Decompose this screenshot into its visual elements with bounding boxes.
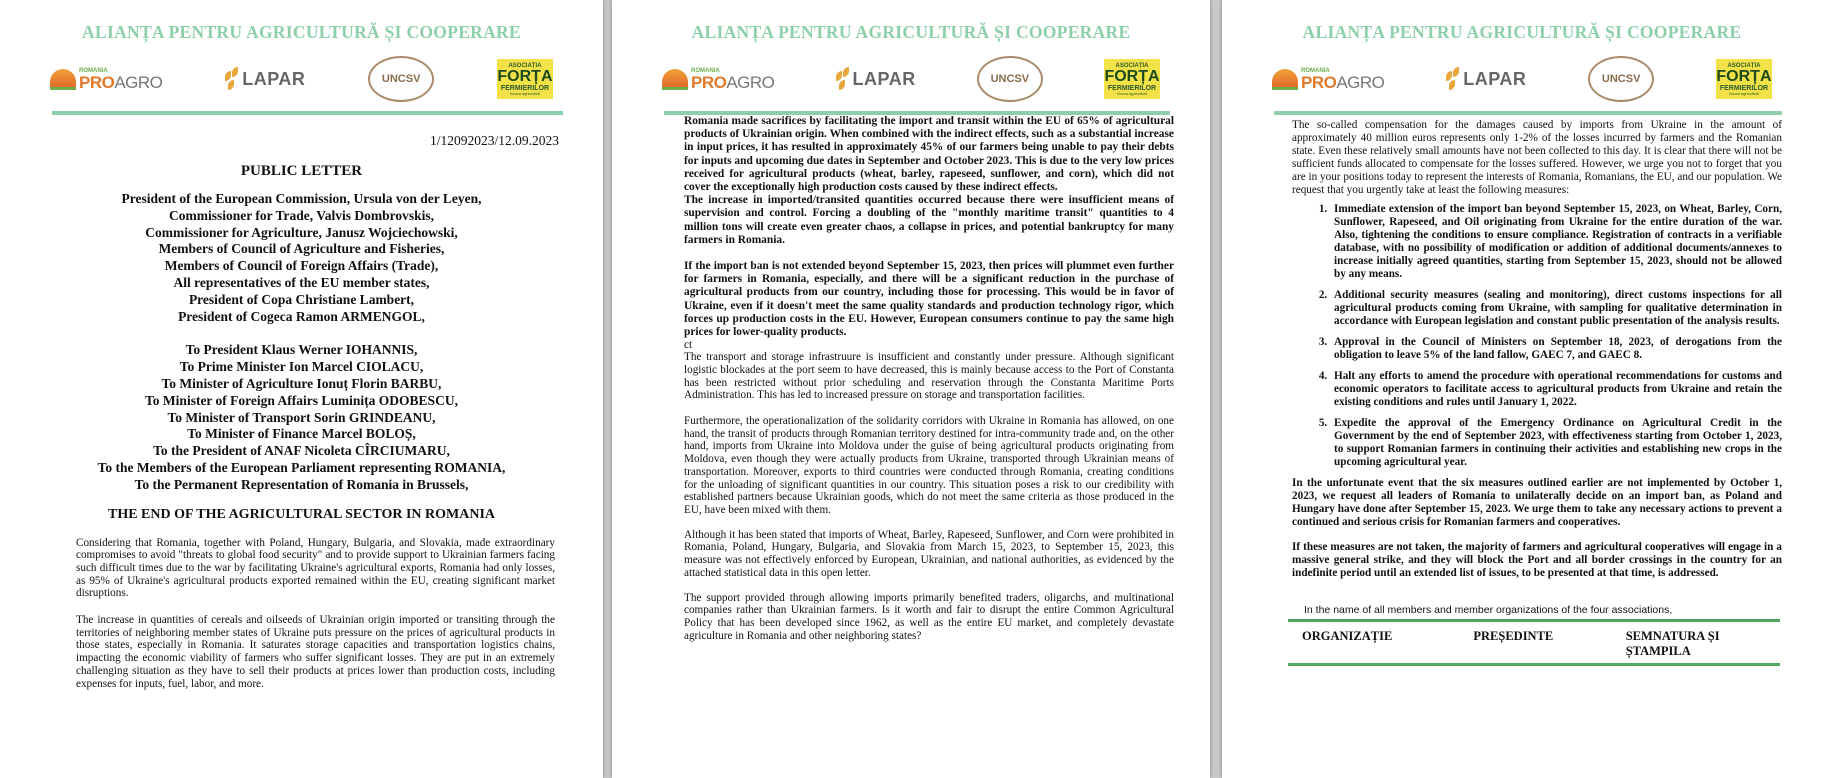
- forta-line-2: FORȚA: [1104, 67, 1160, 85]
- body-paragraph: In the unfortunate event that the six measures outlined earlier are not implemented by October 1, 2023, we request all leaders of Romania to unilaterally decide on an import ban, as Poland and Hungary have done after September 15, 2023. We urge them to take any necessary actions to prevent a continued and serious crisis for Romanian farmers and cooperatives.: [1292, 477, 1782, 528]
- forta-line-4: Vocea agriculturii: [509, 90, 541, 96]
- stray-text: ct: [684, 339, 693, 352]
- document-page-1: [0, 0, 603, 778]
- logo-row: [662, 57, 1160, 101]
- lapar-text: LAPAR: [852, 68, 916, 89]
- uncsv-text: UNCSV: [990, 73, 1030, 85]
- sun-icon: [662, 69, 688, 90]
- proagro-pro-text: PRO: [79, 72, 115, 92]
- measure-item: 4. Halt any efforts to amend the procedure with operational recommendations for customs and economic operators to facilitate access to agricultural products from Ukraine and retain the existing conditions and rules until January 1, 2022.: [1330, 370, 1782, 409]
- forta-line-1: ASOCIAȚIA: [508, 62, 542, 69]
- section-heading: THE END OF THE AGRICULTURAL SECTOR IN ROMANIA: [107, 506, 496, 522]
- body-paragraph: If the import ban is not extended beyond September 15, 2023, then prices will plummet even further for farmers in Romania, especially, and there will be a significant reduction in the purchase of agricultural products from our country, including those for processing. This would be in favor of Ukraine, even if it doesn't meet the same quality standards and production technology rigor, which forces up production costs in the EU. However, European consumers continue to pay the same high prices for lower-quality products.: [684, 260, 1174, 339]
- recipient-line: Commissioner for Trade, Valvis Dombrovskis,: [168, 207, 435, 223]
- uncsv-text: UNCSV: [1601, 73, 1641, 85]
- recipient-line: To the Permanent Representation of Romania in Brussels,: [134, 476, 469, 492]
- recipient-line: Members of Council of Foreign Affairs (Trade),: [164, 258, 439, 274]
- uncsv-logo: [977, 56, 1043, 102]
- letter-type-heading: PUBLIC LETTER: [240, 163, 363, 179]
- lapar-logo: [836, 67, 916, 91]
- lapar-text: LAPAR: [242, 68, 306, 89]
- forta-line-2: FORȚA: [1716, 67, 1772, 85]
- uncsv-logo: [1588, 56, 1654, 102]
- recipient-line: President of Copa Christiane Lambert,: [188, 291, 415, 307]
- measure-item: 2. Additional security measures (sealing and monitoring), direct customs inspections for all agricultural products coming from Ukraine, with sampling for qualitative determination in accordance with European legislation and constant public presentation of the analysis results.: [1330, 289, 1782, 328]
- header-divider: [52, 111, 563, 115]
- recipient-line: President of the European Commission, Ursula von der Leyen,: [121, 191, 482, 206]
- recipient-line: To the Members of the European Parliament representing ROMANIA,: [97, 459, 506, 475]
- header-divider: [1274, 111, 1782, 115]
- forta-fermierilor-logo: [1716, 59, 1772, 99]
- proagro-agro-text: AGRO: [726, 72, 775, 92]
- reference-number: 1/12092023/12.09.2023: [429, 133, 559, 148]
- recipients-eu: [0, 191, 603, 325]
- logo-row: [1272, 57, 1772, 101]
- proagro-pro-text: PRO: [1301, 72, 1337, 92]
- forta-line-3: FERMIERILOR: [500, 84, 550, 92]
- proagro-agro-text: AGRO: [114, 72, 163, 92]
- alliance-title: ALIANȚA PENTRU AGRICULTURĂ ȘI COOPERARE: [691, 22, 1131, 42]
- measure-item: 5. Expedite the approval of the Emergency Ordinance on Agricultural Credit in the Government by the end of September 2023, with effectiveness starting from October 1, 2023, to support Romanian farmers in continuing their activities and establishing new crops in the upcoming agricultural year.: [1330, 417, 1782, 469]
- proagro-logo: [50, 68, 162, 91]
- recipient-line: To the President of ANAF Nicoleta CÎRCIUMARU,: [153, 443, 450, 459]
- forta-line-4: Vocea agriculturii: [1116, 90, 1148, 96]
- recipient-line: To Minister of Agriculture Ionuț Florin BARBU,: [161, 375, 442, 391]
- proagro-small-text: ROMANIA: [79, 67, 108, 74]
- wheat-icon: [836, 67, 850, 91]
- recipients-ro: [0, 342, 603, 493]
- signature-divider-top: [1288, 619, 1780, 622]
- forta-line-1: ASOCIAȚIA: [1115, 62, 1149, 69]
- measure-item: 3. Approval in the Council of Ministers on September 18, 2023, of derogations from the obligation to leave 5% of the land fallow, GAEC 7, and GAEC 8.: [1330, 336, 1782, 362]
- proagro-agro-text: AGRO: [1336, 72, 1385, 92]
- alliance-title: ALIANȚA PENTRU AGRICULTURĂ ȘI COOPERARE: [1302, 22, 1742, 42]
- lapar-logo: [225, 67, 305, 91]
- recipient-line: Commissioner for Agriculture, Janusz Wojciechowski,: [145, 224, 458, 240]
- proagro-logo: [1272, 68, 1384, 91]
- body-paragraph: Romania made sacrifices by facilitating the import and transit within the EU of 65% of agricultural products of Ukrainian origin. When combined with the indirect effects, such as a substantial increase in input prices, it has resulted in approximately 45% of our farmers being unable to pay their debts for inputs and upcoming due dates in September and October 2023. This is due to the very low prices received for agricultural products (wheat, barley, rapeseed, sunflower, and corn), which did not cover the exceptionally high production costs caused by these indirect effects.: [684, 115, 1174, 194]
- body-paragraph: The so-called compensation for the damages caused by imports from Ukraine in the amount of approximately 40 million euros represents only 1-2% of the losses incurred by farmers and the Romanian state. Even these relatively small amounts have not been collected to this day. It is clear that there will not be sufficient funds allocated to compensate for the losses suffered. However, we urge you not to forget that you are in your positions today to represent the interests of Romania, Romanians, the EU, and our population. We request that you urgently take at least the following measures:: [1292, 119, 1782, 196]
- proagro-small-text: ROMANIA: [691, 67, 720, 74]
- document-page-3: [1222, 0, 1822, 778]
- recipient-line: To Minister of Finance Marcel BOLOȘ,: [187, 426, 416, 442]
- column-organization: ORGANIZAȚIE: [1302, 629, 1393, 643]
- wheat-icon: [225, 67, 239, 91]
- logo-row: [50, 57, 553, 101]
- recipient-line: Members of Council of Agriculture and Fisheries,: [158, 241, 445, 257]
- signature-intro: In the name of all members and member organizations of the four associations,: [1304, 604, 1673, 616]
- recipient-line: All representatives of the EU member states,: [173, 274, 430, 290]
- recipient-line: To President Klaus Werner IOHANNIS,: [185, 342, 418, 358]
- lapar-text: LAPAR: [1463, 68, 1527, 89]
- forta-line-2: FORȚA: [497, 67, 553, 85]
- lapar-logo: [1446, 67, 1526, 91]
- proagro-logo: [662, 68, 774, 91]
- forta-line-3: FERMIERILOR: [1719, 84, 1769, 92]
- column-signature-stamp: SEMNATURA ȘI ȘTAMPILA: [1625, 629, 1720, 658]
- alliance-title: ALIANȚA PENTRU AGRICULTURĂ ȘI COOPERARE: [82, 22, 521, 42]
- sun-icon: [1272, 69, 1298, 90]
- forta-line-3: FERMIERILOR: [1107, 84, 1157, 92]
- column-president: PREȘEDINTE: [1473, 629, 1554, 643]
- body-paragraph: Although it has been stated that imports of Wheat, Barley, Rapeseed, Sunflower, and Corn were prohibited in Romania, Poland, Hungary, Bulgaria, and Slovakia from March 15, 2023, to September 15, 2023, this measure was not effectively enforced by European, Ukrainian, and national authorities, as evidenced by the attached statistical data in this open letter.: [684, 528, 1174, 579]
- wheat-icon: [1446, 67, 1460, 91]
- signature-table-header: [1302, 629, 1780, 659]
- document-page-2: [612, 0, 1210, 778]
- body-paragraph: Considering that Romania, together with Poland, Hungary, Bulgaria, and Slovakia, made extraordinary compromises to avoid "threats to global food security" and to provide support to Ukrainian farmers facing such difficult times due to the war by facilitating Ukraine's agricultural exports, Romania had only losses, as 95% of Ukraine's agricultural products exported remained within the EU, creating significant market disruptions.: [76, 536, 555, 600]
- uncsv-logo: [368, 56, 434, 102]
- proagro-small-text: ROMANIA: [1301, 67, 1330, 74]
- body-paragraph: If these measures are not taken, the majority of farmers and agricultural cooperatives will engage in a massive general strike, and they will block the Port and all border crossings in the country for an indefinite period until an extended list of issues, to be presented at that time, is addressed.: [1292, 541, 1782, 579]
- uncsv-text: UNCSV: [381, 73, 421, 85]
- signature-divider-bottom: [1288, 663, 1780, 666]
- forta-line-1: ASOCIAȚIA: [1727, 62, 1761, 69]
- body-paragraph: The increase in imported/transited quantities occurred because there were insufficient means of supervision and control. Forcing a doubling of the "monthly maritime transit" quantities to 4 million tons will create even greater chaos, a collapse in prices, and potential bankruptcy for many farmers in Romania.: [684, 194, 1174, 246]
- measures-list: [1292, 203, 1782, 469]
- recipient-line: To Prime Minister Ion Marcel CIOLACU,: [179, 359, 424, 375]
- body-paragraph: The increase in quantities of cereals and oilseeds of Ukrainian origin imported or transiting through the territories of neighboring member states of Ukraine puts pressure on the prices of agricultural products in those states, especially in Romania. It saturates storage capacities and transportation logistics chains, impacting the economic viability of farmers who suffer significant losses. They are put in an extremely challenging situation as they have to sell their products at prices lower than production costs, including expenses for inputs, fuel, labor, and more.: [76, 614, 555, 690]
- forta-fermierilor-logo: [1104, 59, 1160, 99]
- measure-item: 1. Immediate extension of the import ban beyond September 15, 2023, on Wheat, Barley, Corn, Sunflower, Rapeseed, and Oil originating from Ukraine for the entire duration of the war. Also, tightening the conditions to ensure compliance. Registration of contracts in a verifiable database, with no possibility of modification or addition of additional documents/annexes to increase initially agreed quantities, starting from September 15, 2023, should not be allowed by any means.: [1330, 203, 1782, 281]
- proagro-pro-text: PRO: [691, 72, 727, 92]
- recipient-line: To Minister of Transport Sorin GRINDEANU,: [167, 409, 436, 425]
- recipient-line: President of Cogeca Ramon ARMENGOL,: [178, 308, 425, 324]
- recipient-line: To Minister of Foreign Affairs Luminița ODOBESCU,: [145, 392, 458, 408]
- sun-icon: [50, 69, 76, 90]
- body-paragraph: The transport and storage infrastruure is insufficient and constantly under pressure. Although significant logistic blockades at the port seem to have decreased, this is mainly because access to the Port of Constanta has been restricted without prior scheduling and reservation through the Constanta Maritime Ports Administration. This has led to increased pressure on storage and transportation facilities.: [684, 351, 1174, 402]
- body-paragraph: Furthermore, the operationalization of the solidarity corridors with Ukraine in Romania has allowed, on one hand, the transit of products through Romanian territory destined for intra-community trade and, on the other hand, imports from Ukraine into Moldova under the guise of being agricultural products originating from Moldova, even though they were actually products from Ukraine, transported through Ukrainian means of transportation. Moreover, exports to third countries were conducted through Romania, creating conditions for the unloading of significant quantities in our country. This situation poses a risk to our credibility with established partners because Ukrainian goods, which do not meet the same criteria as those produced in the EU, have been mixed with them.: [684, 415, 1174, 516]
- forta-line-4: Vocea agriculturii: [1728, 90, 1760, 96]
- forta-fermierilor-logo: [497, 59, 553, 99]
- body-paragraph: The support provided through allowing imports primarily benefited traders, oligarchs, and multinational companies rather than Ukrainian farmers. Is it worth and fair to disrupt the entire Common Agricultural Policy that has been developed since 1962, as well as the entire EU market, and completely devastate agriculture in Romania and other neighboring states?: [684, 591, 1174, 642]
